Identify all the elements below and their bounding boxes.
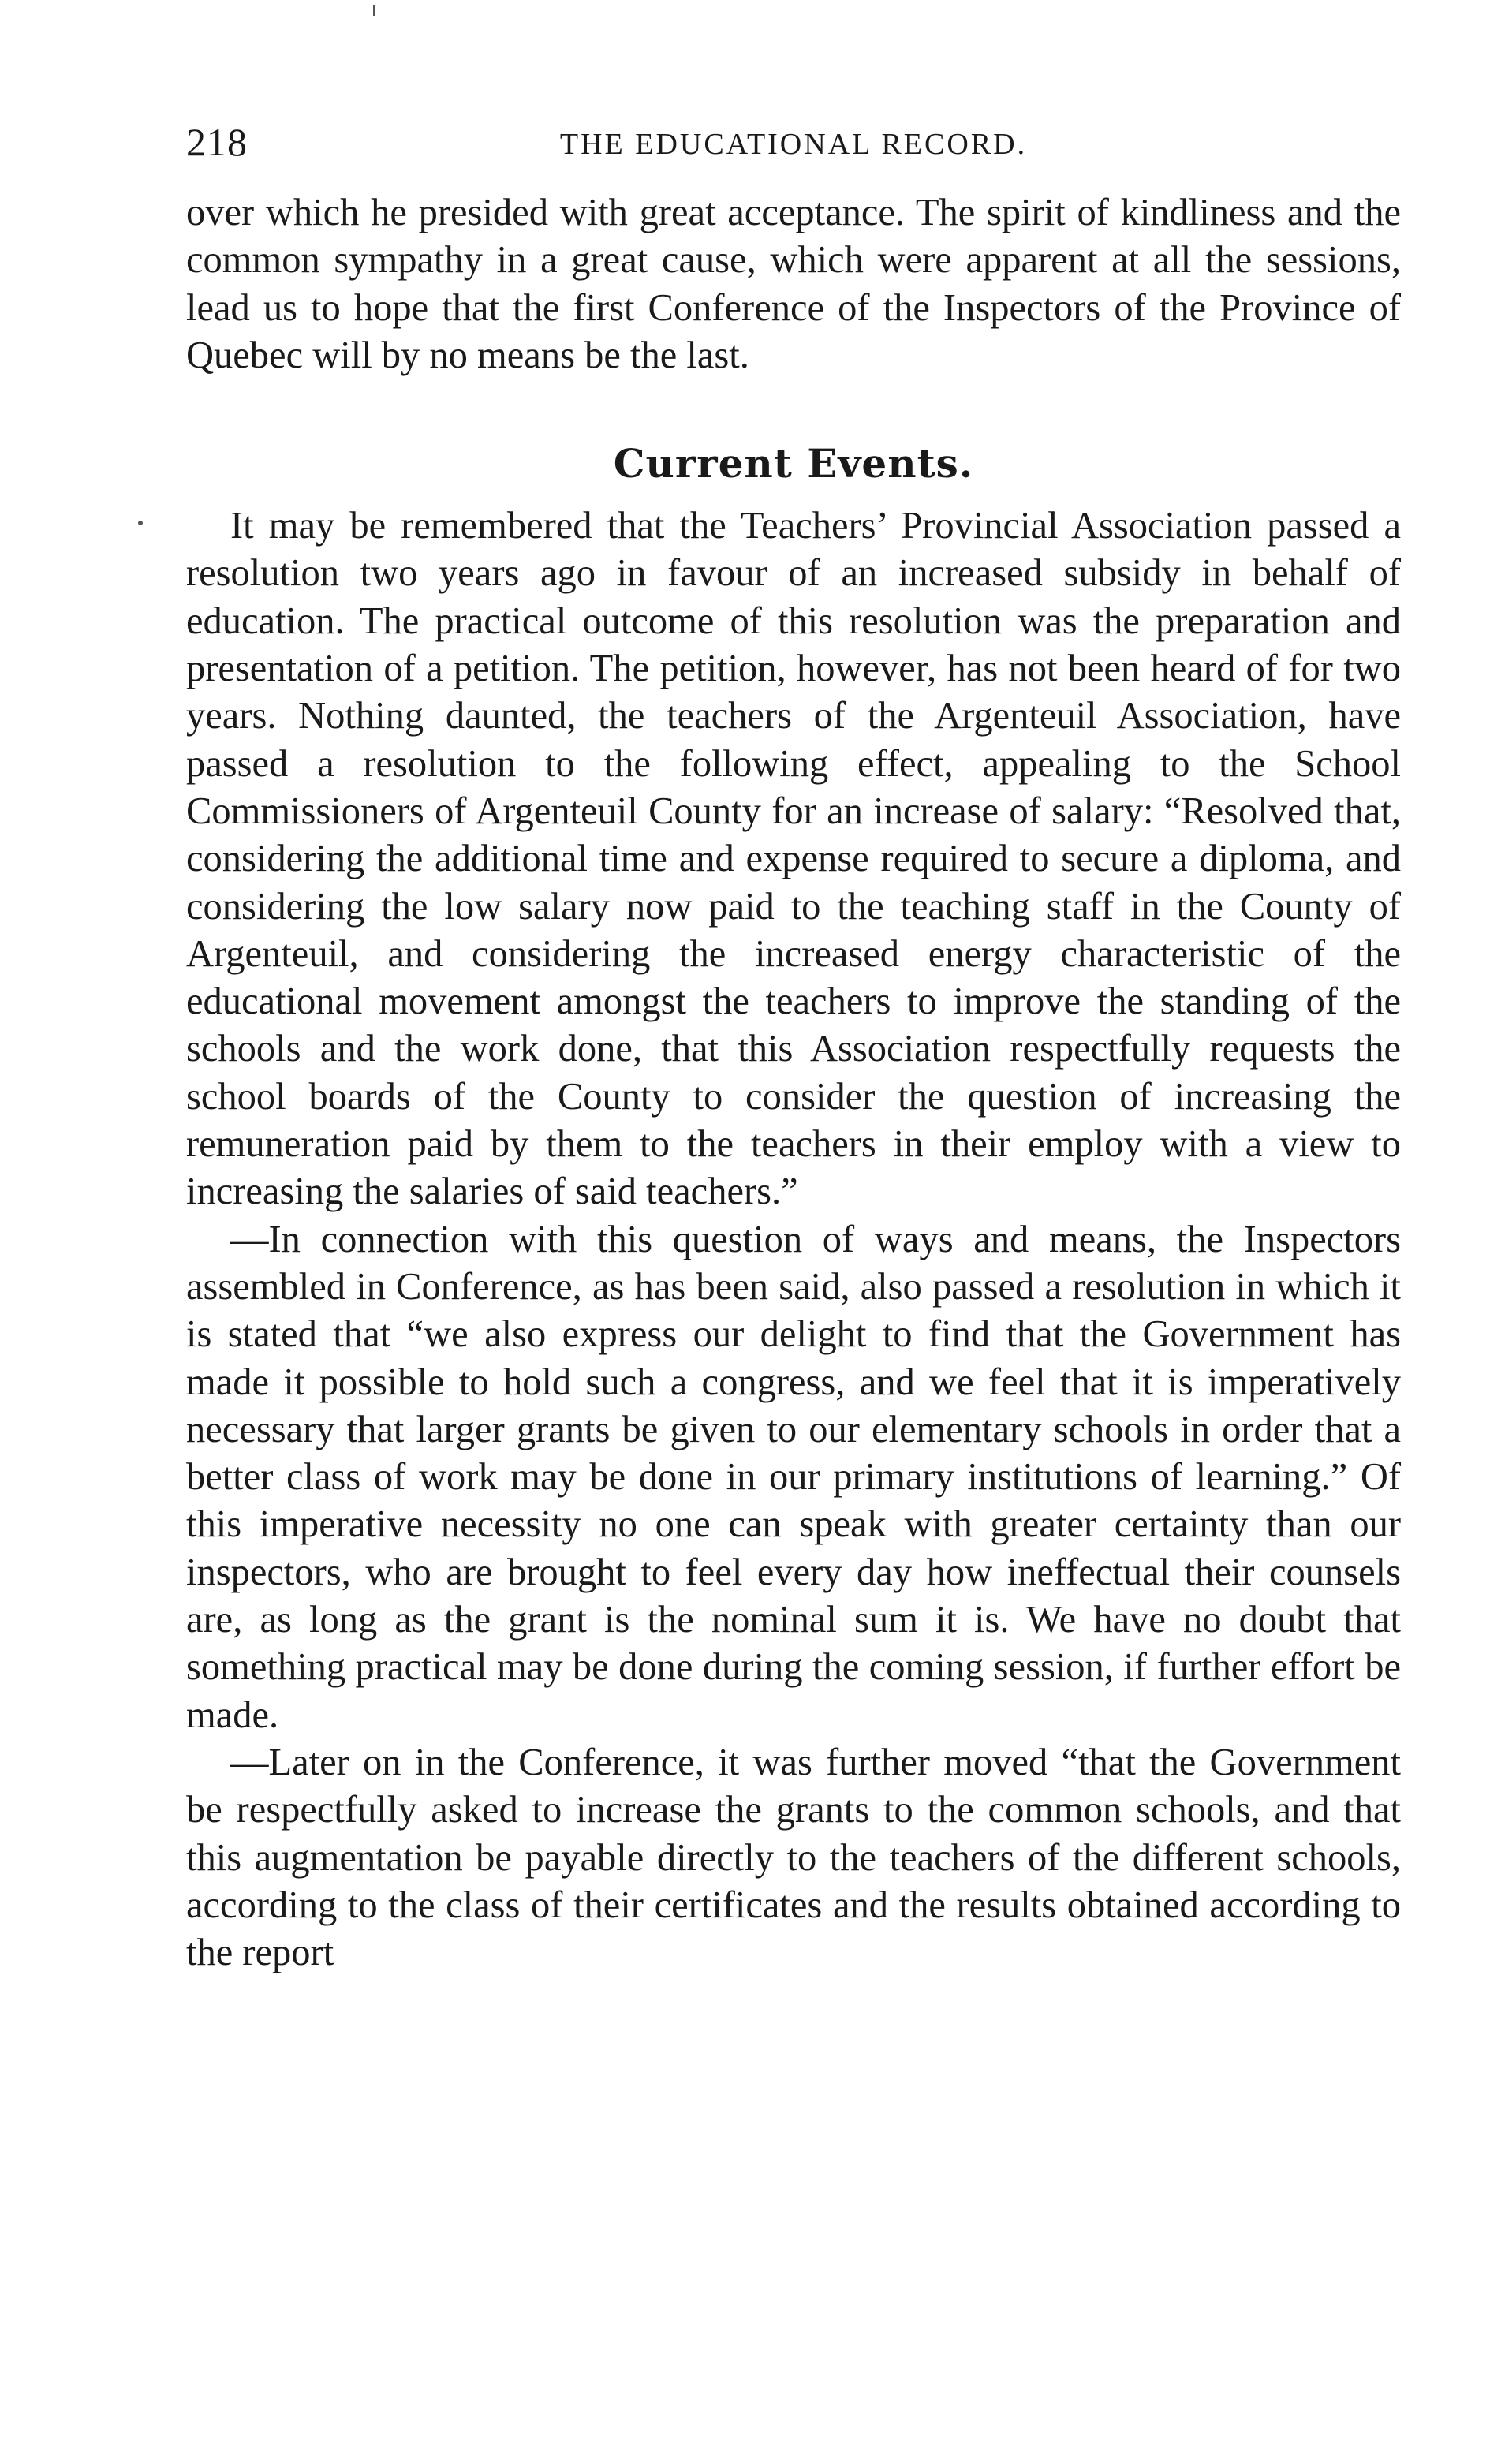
page-mark bbox=[373, 5, 375, 16]
margin-dot bbox=[138, 521, 143, 525]
page-number: 218 bbox=[186, 120, 248, 164]
body-paragraph: —Later on in the Conference, it was further moved “that the Government be respectfully asked to increase the grants to the common schools, and that this augmentation be payable directly to the teachers of the different schools, according to the class of their certificates and the results obtained according to the report bbox=[186, 1741, 1401, 1974]
section-title: Current Events. bbox=[613, 440, 974, 487]
continuation-paragraph: over which he presided with great acceptance. The spirit of kindliness and the common sympathy in a great cause, which were apparent at all the sessions, lead us to hope that the first Conference of the Inspectors of the Province of Quebec will by no means be the last. bbox=[186, 192, 1401, 376]
running-head bbox=[186, 118, 1401, 181]
body-paragraph: —In connection with this question of ways and means, the Inspectors assembled in Conference, as has been said, also passed a resolution in which it is stated that “we also express our delight to find that the Government has made it possible to hold such a congress, and we feel that it is imperatively necessary that larger grants be given to our elementary schools in order that a better class of work may be done in our primary institutions of learning.” Of this imperative necessity no one can speak with greater certainty than our inspectors, who are brought to feel every day how ineffectual their counsels are, as long as the grant is the nominal sum it is. We have no doubt that something practical may be done during the coming session, if further effort be made. bbox=[186, 1218, 1401, 1736]
body-paragraph: It may be remembered that the Teachers’ Provincial Association passed a resolution two years ago in favour of an increased subsidy in behalf of education. The practical outcome of this resolution was the preparation and presentation of a petition. The petition, however, has not been heard of for two years. Nothing daunted, the teachers of the Argenteuil Association, have passed a resolution to the following effect, appealing to the School Commissioners of Argenteuil County for an increase of salary: “Resolved that, considering the additional time and expense required to secure a diploma, and considering the low salary now paid to the teaching staff in the County of Argenteuil, and considering the increased energy characteristic of the educational movement amongst the teachers to improve the standing of the schools and the work done, that this Association respectfully requests the school boards of the County to consider the question of increasing the remuneration paid by them to the teachers in their employ with a view to increasing the salaries of said teachers.” bbox=[186, 505, 1401, 1213]
running-title: THE EDUCATIONAL RECORD. bbox=[559, 128, 1028, 161]
page bbox=[186, 118, 1401, 1977]
